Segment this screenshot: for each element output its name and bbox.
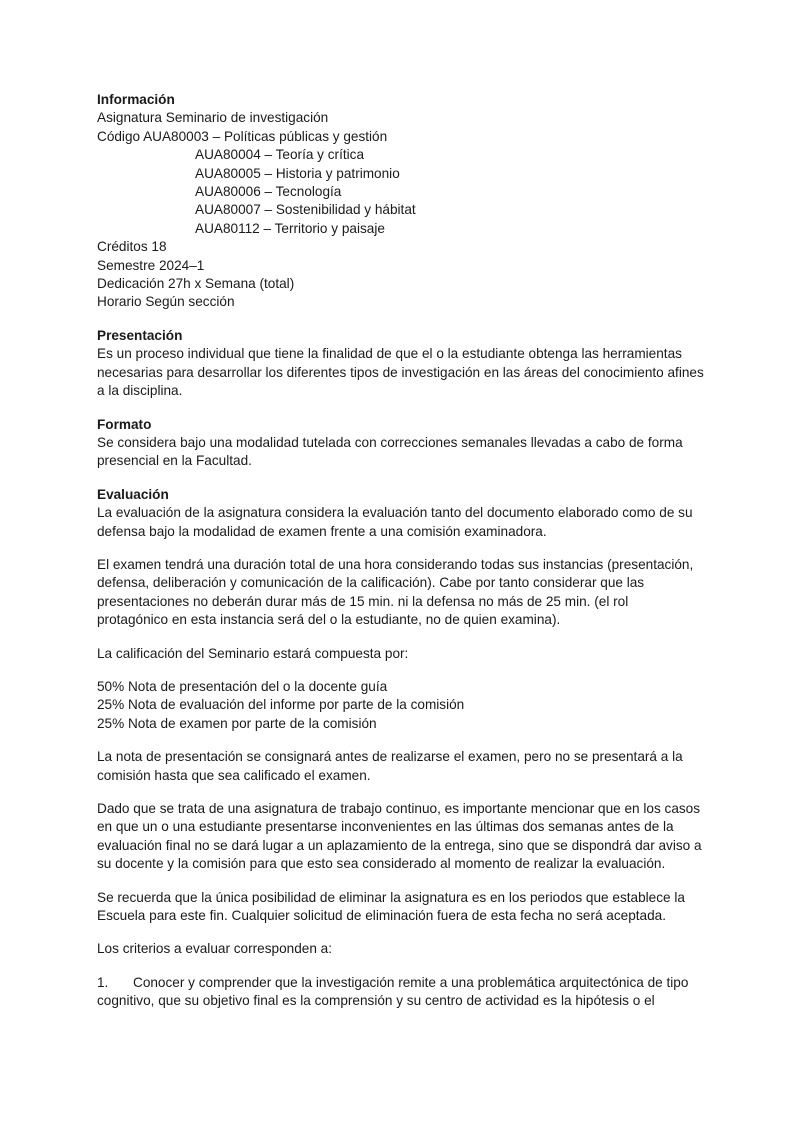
paragraph: [97, 940, 737, 958]
list-item-marker: 1.: [97, 974, 109, 990]
text-line: protagónico en esta instancia será del o la estudiante, no de quien examina).: [97, 612, 561, 628]
paragraph: [97, 889, 737, 926]
text-line: a la disciplina.: [97, 383, 183, 399]
text-line: AUA80006 – Tecnología: [195, 184, 342, 200]
paragraph: [97, 678, 737, 733]
list-item-text: Conocer y comprender que la investigación remite a una problemática arquitectónica de tipo: [133, 974, 689, 990]
text-line: Los criterios a evaluar corresponden a:: [97, 941, 332, 957]
paragraph: [97, 645, 737, 663]
text-line: presencial en la Facultad.: [97, 453, 252, 469]
text-line: defensa bajo la modalidad de examen frente a una comisión examinadora.: [97, 523, 547, 539]
text-line: presentaciones no deberán durar más de 15 min. ni la defensa no más de 25 min. (el rol: [97, 593, 629, 609]
text-line: 50% Nota de presentación del o la docente guía: [97, 678, 388, 694]
text-line: 25% Nota de examen por parte de la comisión: [97, 715, 377, 731]
text-line: AUA80005 – Historia y patrimonio: [195, 165, 400, 181]
text-line: AUA80112 – Territorio y paisaje: [195, 220, 385, 236]
text-line: Se considera bajo una modalidad tutelada con correcciones semanales llevadas a cabo de forma: [97, 434, 683, 450]
text-line: Semestre 2024–1: [97, 257, 205, 273]
text-line: en que un o una estudiante presentarse inconvenientes en las últimas dos semanas antes de la: [97, 819, 674, 835]
text-line: cognitivo, que su objetivo final es la comprensión y su centro de actividad es la hipótesis o el: [97, 993, 655, 1009]
section-heading: Presentación: [97, 327, 183, 343]
paragraph: [97, 109, 737, 311]
text-line: AUA80004 – Teoría y crítica: [195, 147, 365, 163]
text-line: El examen tendrá una duración total de una hora considerando todas sus instancias (presentación,: [97, 556, 694, 572]
paragraph: [97, 504, 737, 541]
text-line: Se recuerda que la única posibilidad de eliminar la asignatura es en los periodos que establece la: [97, 889, 685, 905]
paragraph: [97, 800, 737, 874]
text-line: La evaluación de la asignatura considera la evaluación tanto del documento elaborado como de su: [97, 505, 693, 521]
text-line: Código AUA80003 – Políticas públicas y gestión: [97, 128, 388, 144]
text-line: necesarias para desarrollar los diferentes tipos de investigación en las áreas del conocimiento afines: [97, 364, 704, 380]
text-line: Dado que se trata de una asignatura de trabajo continuo, es importante mencionar que en los casos: [97, 801, 701, 816]
paragraph: [97, 434, 737, 471]
text-line: Horario Según sección: [97, 294, 235, 310]
text-line: Escuela para este fin. Cualquier solicitud de eliminación fuera de esta fecha no será aceptada.: [97, 908, 667, 924]
text-line: Créditos 18: [97, 239, 167, 255]
section-heading: Formato: [97, 416, 152, 432]
text-line: comisión hasta que sea calificado el examen.: [97, 767, 371, 783]
paragraph: [97, 556, 737, 630]
text-line: Asignatura Seminario de investigación: [97, 110, 329, 126]
text-line: La calificación del Seminario estará compuesta por:: [97, 645, 409, 661]
text-line: Dedicación 27h x Semana (total): [97, 276, 295, 292]
text-line: Es un proceso individual que tiene la finalidad de que el o la estudiante obtenga las herramientas: [97, 346, 682, 362]
paragraph: [97, 345, 737, 400]
paragraph: [97, 748, 737, 785]
text-line: La nota de presentación se consignará antes de realizarse el examen, pero no se presentará a la: [97, 749, 683, 765]
section-heading: Evaluación: [97, 486, 169, 502]
text-line: [97, 974, 737, 992]
section-heading: Información: [97, 92, 175, 107]
text-line: AUA80007 – Sostenibilidad y hábitat: [195, 202, 416, 218]
text-line: 25% Nota de evaluación del informe por parte de la comisión: [97, 697, 465, 713]
text-line: evaluación final no se dará lugar a un aplazamiento de la entrega, sino que se dispondrá dar aviso a: [97, 837, 702, 853]
text-line: su docente y la comisión para que esto sea considerado al momento de realizar la evaluación.: [97, 856, 666, 872]
paragraph: [97, 974, 737, 1011]
text-line: defensa, deliberación y comunicación de la calificación). Cabe por tanto considerar que las: [97, 575, 645, 591]
document-content: [97, 91, 737, 1011]
